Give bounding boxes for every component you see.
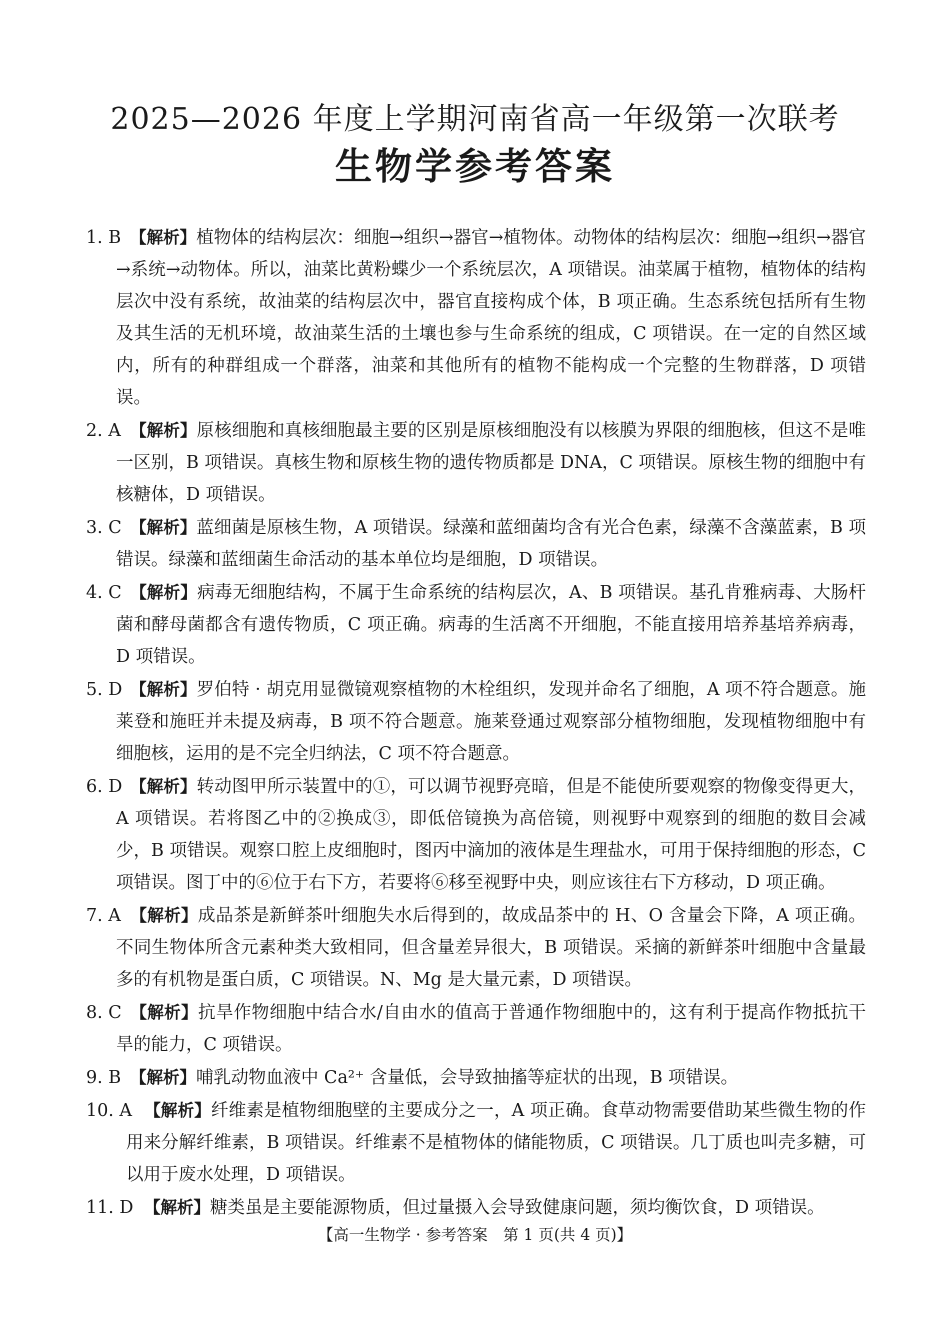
answer-number: 8. C xyxy=(86,1003,122,1023)
answer-number: 1. B xyxy=(86,228,122,248)
analysis-tag: 【解析】 xyxy=(144,1198,210,1217)
answer-item-2 xyxy=(86,415,866,511)
page-footer: 【高一生物学 · 参考答案 第 1 页(共 4 页)】 xyxy=(317,1226,633,1244)
answer-list xyxy=(86,222,866,1225)
page-title: 生物学参考答案 xyxy=(335,144,615,188)
answer-item-4 xyxy=(86,577,866,673)
answer-text: 抗旱作物细胞中结合水/自由水的值高于普通作物细胞中的，这有利于提高作物抵抗干旱的能力，C 项错误。 xyxy=(116,1003,866,1055)
answer-text: 转动图甲所示装置中的①，可以调节视野亮暗，但是不能使所要观察的物像变得更大，A 项错误。若将图乙中的②换成③，即低倍镜换为高倍镜，则视野中观察到的细胞的数目会减少，B 项错误。观察口腔上皮细胞时，图丙中滴加的液体是生理盐水，可用于保持细胞的形态，C 项错误。图丁中的⑥位于右下方，若要将⑥移至视野中央，则应该往右下方移动，D 项正确。 xyxy=(116,777,867,893)
answer-number: 5. D xyxy=(86,680,123,700)
analysis-tag: 【解析】 xyxy=(130,777,197,796)
analysis-tag: 【解析】 xyxy=(130,1003,198,1022)
answer-item-1 xyxy=(86,222,866,414)
answer-number: 2. A xyxy=(86,421,121,441)
analysis-tag: 【解析】 xyxy=(130,583,198,602)
answer-text: 哺乳动物血液中 Ca²⁺ 含量低，会导致抽搐等症状的出现，B 项错误。 xyxy=(196,1068,739,1088)
answer-item-3 xyxy=(86,512,866,576)
answer-number: 11. D xyxy=(86,1198,134,1218)
analysis-tag: 【解析】 xyxy=(130,421,197,440)
answer-number: 9. B xyxy=(86,1068,122,1088)
answer-text: 罗伯特 · 胡克用显微镜观察植物的木栓组织，发现并命名了细胞，A 项不符合题意。施莱登和施旺并未提及病毒，B 项不符合题意。施莱登通过观察部分植物细胞，发现植物细胞中有细胞核，运用的是不完全归纳法，C 项不符合题意。 xyxy=(116,680,867,764)
answer-item-11 xyxy=(86,1192,866,1224)
answer-text: 植物体的结构层次：细胞→组织→器官→植物体。动物体的结构层次：细胞→组织→器官→系统→动物体。所以，油菜比黄粉蝶少一个系统层次，A 项错误。油菜属于植物，植物体的结构层次中没有系统，故油菜的结构层次中，器官直接构成个体，B 项正确。生态系统包括所有生物及其生活的无机环境，故油菜生活的土壤也参与生命系统的组成，C 项错误。在一定的自然区域内，所有的种群组成一个群落，油菜和其他所有的植物不能构成一个完整的生物群落，D 项错误。 xyxy=(116,228,866,408)
answer-item-8 xyxy=(86,997,866,1061)
answer-text: 纤维素是植物细胞壁的主要成分之一，A 项正确。食草动物需要借助某些微生物的作用来分解纤维素，B 项错误。纤维素不是植物体的储能物质，C 项错误。几丁质也叫壳多糖，可以用于废水处理，D 项错误。 xyxy=(126,1101,866,1185)
answer-number: 4. C xyxy=(86,583,122,603)
answer-item-9 xyxy=(86,1062,866,1094)
answer-item-5 xyxy=(86,674,866,770)
analysis-tag: 【解析】 xyxy=(130,1068,196,1087)
answer-number: 7. A xyxy=(86,906,121,926)
answer-text: 病毒无细胞结构，不属于生命系统的结构层次，A、B 项错误。基孔肯雅病毒、大肠杆菌和酵母菌都含有遗传物质，C 项正确。病毒的生活离不开细胞，不能直接用培养基培养病毒，D 项错误。 xyxy=(116,583,867,667)
answer-item-10 xyxy=(86,1095,866,1191)
exam-title: 2025—2026 年度上学期河南省高一年级第一次联考 xyxy=(110,102,840,137)
analysis-tag: 【解析】 xyxy=(130,518,197,537)
answer-item-7 xyxy=(86,900,866,996)
answer-item-6 xyxy=(86,771,866,899)
answer-text: 糖类虽是主要能源物质，但过量摄入会导致健康问题，须均衡饮食，D 项错误。 xyxy=(210,1198,825,1218)
answer-number: 6. D xyxy=(86,777,123,797)
answer-number: 10. A xyxy=(86,1101,133,1121)
analysis-tag: 【解析】 xyxy=(144,1101,211,1120)
answer-number: 3. C xyxy=(86,518,122,538)
analysis-tag: 【解析】 xyxy=(130,228,197,247)
analysis-tag: 【解析】 xyxy=(130,680,197,699)
answer-text: 成品茶是新鲜茶叶细胞失水后得到的，故成品茶中的 H、O 含量会下降，A 项正确。不同生物体所含元素种类大致相同，但含量差异很大，B 项错误。采摘的新鲜茶叶细胞中含量最多的有机物是蛋白质，C 项错误。N、Mg 是大量元素，D 项错误。 xyxy=(116,906,867,990)
answer-text: 蓝细菌是原核生物，A 项错误。绿藻和蓝细菌均含有光合色素，绿藻不含藻蓝素，B 项错误。绿藻和蓝细菌生命活动的基本单位均是细胞，D 项错误。 xyxy=(116,518,867,570)
analysis-tag: 【解析】 xyxy=(130,906,198,925)
answer-text: 原核细胞和真核细胞最主要的区别是原核细胞没有以核膜为界限的细胞核，但这不是唯一区别，B 项错误。真核生物和原核生物的遗传物质都是 DNA，C 项错误。原核生物的细胞中有核糖体，D 项错误。 xyxy=(116,421,867,505)
